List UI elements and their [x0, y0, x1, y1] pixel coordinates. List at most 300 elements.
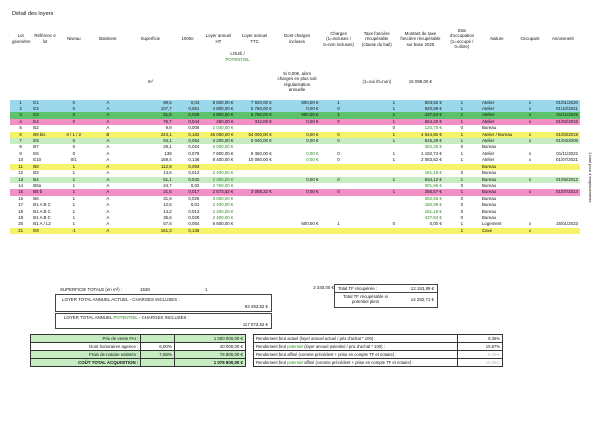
cell-anc: 01/05/2012 [556, 176, 578, 182]
cell-nat: Atelier / Bureau [481, 131, 513, 137]
cell-mil: 0,024 [188, 144, 200, 150]
cell-mt: 1 192,74 € [421, 150, 442, 156]
cell-bat: A [106, 125, 110, 131]
cell-nat: Bureau [481, 202, 497, 208]
cell-mil: 0,029 [188, 214, 200, 220]
cell-sup: 169,4 [160, 157, 172, 163]
cell-bat: A [106, 195, 110, 201]
cell-n: 10 [18, 157, 24, 163]
cell-oc: 0 [460, 214, 464, 220]
cell-ttc: 5 760,00 € [250, 106, 272, 112]
page-title: Détail des loyers [12, 11, 54, 17]
cell-n: 11 [18, 163, 23, 169]
cell-anc: 15/01/2023 [556, 221, 578, 227]
cell-mil: 0,026 [188, 195, 200, 201]
charges-note: Si 0,00€, alors charges en plus soit régularisation annuelle [277, 71, 317, 92]
cell-niv: 0 [72, 150, 76, 156]
taxe-note: (1=oui /0=non) [362, 79, 392, 85]
cell-bat: A [106, 150, 110, 156]
cell-mil: 0,138 [188, 157, 200, 163]
cell-mil: 0,093 [188, 163, 200, 169]
cell-ref: B9 bis [33, 131, 46, 137]
cell-mil: 0,061 [188, 106, 200, 112]
rendement-value: 9,35% [458, 335, 503, 343]
col-occupation: Etat d'occupation (1=occupé / 0=libre) [449, 28, 475, 50]
cell-anc: 01/10/2021 [556, 106, 578, 112]
cell-ref: B1 A B C [33, 214, 51, 220]
cell-anc: 01/11/2025 [556, 112, 578, 118]
cell-niv: -1 [71, 227, 76, 233]
cell-sup: 94,1 [163, 138, 172, 144]
rendement-value: 10,87% [458, 343, 503, 351]
cell-ch: 0,00 € [306, 157, 319, 163]
cell-nat: Bureau [481, 195, 497, 201]
rendement-value: 8,45% [458, 351, 503, 359]
cell-nat: Atelier [481, 138, 495, 144]
cell-cf: 0 [337, 131, 340, 137]
cell-niv: 1 [72, 176, 76, 182]
cell-niv: 0 [72, 106, 76, 112]
cell-tf: 1 [392, 138, 396, 144]
cell-oc: 0 [460, 170, 464, 176]
cell-bat: A [106, 157, 110, 163]
cell-niv: 0 [72, 112, 76, 118]
cell-ref: E3 [33, 112, 39, 118]
cell-bat: A [106, 202, 110, 208]
cell-bat: A [106, 214, 110, 220]
cell-sup: 21,5 [163, 189, 172, 195]
header-row [10, 28, 580, 50]
cell-ch: 0,00 € [306, 150, 319, 156]
cell-niv: 1 [72, 170, 76, 176]
finance-row [31, 335, 246, 343]
cell-ref: B1 A B C [33, 202, 51, 208]
cell-mil: 0,079 [188, 150, 200, 156]
cell-ttc: 10 080,00 € [248, 157, 272, 163]
cell-sup: 9,9 [165, 125, 172, 131]
cell-oc: 1 [460, 131, 464, 137]
cell-occ: x [528, 221, 532, 227]
rendement-row [254, 343, 503, 351]
cell-ref: B4 [33, 176, 39, 182]
finance-pct [141, 359, 174, 367]
cell-ch: 960,00 € [301, 112, 319, 118]
cell-tf: 0 [392, 125, 396, 131]
cell-nat: Cave [481, 227, 493, 233]
cell-nat: Bureau [481, 182, 497, 188]
cell-oc: 0 [460, 125, 464, 131]
cell-n: 15 [18, 189, 24, 195]
cell-n: 19 [18, 214, 24, 220]
cell-niv: 0 [72, 144, 76, 150]
cell-sup: 51,8 [163, 112, 172, 118]
finance-pct [141, 335, 174, 343]
cell-sup: 112,8 [161, 163, 172, 169]
finance-pct: 6,00% [141, 343, 174, 351]
cell-ref: E1 [33, 99, 39, 105]
loyer-actuel-box: LOYER TOTAL ANNUEL ACTUEL - CHARGES INCLUSES : 93 493,52 € [55, 294, 272, 312]
cell-anc: 01/07/2014 [556, 189, 578, 195]
cell-occ: x [528, 150, 532, 156]
cell-bat: A [106, 106, 110, 112]
cell-niv: 1 [72, 195, 76, 201]
rendement-row [254, 351, 503, 359]
cell-ref: B8 [33, 163, 39, 169]
cell-n: 21 [18, 227, 24, 233]
cell-bat: A [106, 163, 110, 169]
table-row [10, 228, 580, 234]
cell-ch: 800,00 € [301, 99, 319, 105]
finance-value: 1 000 000,00 € [174, 335, 245, 343]
rendement-label: Rendement brut affiné (comme précédent + prise en compte TF et notaire) : [254, 351, 458, 359]
cell-mil: 0,042 [188, 176, 200, 182]
finance-value: 1 076 800,00 € [174, 359, 245, 367]
cell-mil: 0,017 [188, 189, 200, 195]
cell-mt: 4 544,50 € [421, 131, 442, 137]
cell-cf [320, 228, 356, 234]
cell-mil: 0,01 [190, 202, 200, 208]
finance-row [31, 359, 246, 367]
cell-oc: 0 [460, 195, 464, 201]
cell-n: 2 [19, 106, 22, 112]
finance-table [30, 334, 246, 367]
col-occupant: Occupant [520, 36, 540, 42]
cell-nat: Atelier [481, 118, 495, 124]
finance-pct: 7,68% [141, 351, 174, 359]
cell-occ: x [528, 99, 532, 105]
cell-mt: 2 083,52 € [421, 157, 442, 163]
cell-oc: 1 [460, 112, 464, 118]
cell-nat: Atelier [481, 112, 495, 118]
cell-nat: Logement [481, 221, 502, 227]
cell-ttc: 5 760,00 € [250, 112, 272, 118]
cell-bat: A [106, 182, 110, 188]
cell-mil: 0,006 [188, 125, 200, 131]
cell-ht: 7 800,00 € [212, 150, 234, 156]
millieme-total-value: 1 [205, 287, 208, 292]
cell-ht: 2 400,00 € [212, 208, 234, 214]
col-millieme: 1000e [181, 36, 194, 42]
cell-ht [201, 228, 235, 234]
cell-n: 17 [18, 202, 24, 208]
cell-ttc: 312,00 € [254, 118, 272, 124]
cell-sup: 89,5 [163, 99, 172, 105]
cell-ref: B7 [33, 144, 39, 150]
cell-ref: E5 [33, 138, 39, 144]
cell-mt: 437,84 € [424, 214, 442, 220]
cell-tf: 1 [392, 118, 396, 124]
cell-n: 13 [18, 176, 24, 182]
subheader-row-2 [10, 64, 580, 100]
finance-label: Frais de notaire estimés : [31, 351, 141, 359]
cell-ref: E10 [33, 157, 42, 163]
cell-mil: 0,04 [190, 99, 200, 105]
cell-anc: 01/02/2016 [556, 118, 578, 124]
charges-total: 2 340,00 € [296, 284, 334, 292]
cell-sup: 35,6 [163, 214, 172, 220]
cell-nat: Atelier [481, 150, 495, 156]
finance-row [31, 351, 246, 359]
cell-nat: Bureau [481, 214, 497, 220]
cell-ref: B2 [33, 125, 39, 131]
cell-ref: E6 [33, 150, 39, 156]
cell-ht: 2 040,00 € [212, 125, 234, 131]
cell-cf: 1 [337, 99, 340, 105]
cell-tf [357, 228, 397, 234]
cell-cf: 1 [337, 221, 340, 227]
cell-mt: 392,55 € [424, 195, 442, 201]
cell-anc: 01/01/2020 [556, 99, 578, 105]
cell-cf: 1 [337, 112, 340, 118]
col-superficie: Superficie [140, 36, 161, 42]
cell-occ: x [528, 112, 532, 118]
cell-ch: 0,00 € [306, 138, 319, 144]
col-ref: Référenc e lot [34, 33, 56, 44]
cell-nat: Atelier [481, 106, 495, 112]
cell-niv: 1 [72, 202, 76, 208]
cell-tf: 1 [392, 99, 396, 105]
cell-oc: 1 [460, 150, 464, 156]
cell-ht: 4 200,00 € [212, 138, 234, 144]
cell-bat: A [106, 227, 110, 233]
cell-ht: 2 400,00 € [212, 170, 234, 176]
cell-niv: 0 [72, 138, 76, 144]
cell-sup: 14,6 [163, 170, 172, 176]
loyers-table [10, 28, 580, 234]
cell-nat: Bureau [481, 189, 497, 195]
subheader-row-1 [10, 50, 580, 64]
cell-tf: 1 [392, 176, 396, 182]
col-niveau: Niveau [66, 36, 81, 42]
cell-tf: 1 [392, 189, 396, 195]
cell-ttc: 3 088,22 € [250, 189, 272, 195]
cell-n: 18 [18, 208, 24, 214]
cell-mt: 0,00 € [429, 221, 442, 227]
finance-label: Prix de vente FAI : [31, 335, 141, 343]
rendement-value: 10,05% [458, 359, 503, 367]
cell-niv: 0 [72, 118, 76, 124]
cell-nat: Bureau [481, 208, 497, 214]
superficie-unit: m² [147, 79, 153, 85]
tf-recup-box: Total TF récupérée : 12 153,89 € [334, 284, 438, 294]
cell-bat: A [106, 176, 110, 182]
cell-mil: 0,012 [188, 208, 200, 214]
cell-cf: 0 [337, 189, 340, 195]
cell-ttc: 7 920,00 € [250, 99, 272, 105]
cell-niv: 1 [72, 182, 76, 188]
cell-tf: 0 [392, 221, 396, 227]
cell-occ: x [528, 227, 532, 233]
cell-occ: x [528, 176, 532, 182]
cell-mt: 181,18 € [424, 208, 442, 214]
cell-niv: 1 [72, 163, 76, 169]
cell-oc: 1 [460, 227, 464, 233]
cell-sup: 57,6 [163, 221, 172, 227]
col-loyer-ttc: Loyer annuel TTC [241, 33, 268, 44]
cell-mt: 256,67 € [424, 189, 442, 195]
cell-sup: 31,9 [163, 195, 172, 201]
cell-mt: 664,20 € [424, 118, 442, 124]
cell-ttc: 9 360,00 € [250, 150, 272, 156]
cell-ht: 2 760,00 € [212, 182, 234, 188]
cell-bat: B [106, 131, 110, 137]
cell-nat: Bureau [481, 163, 497, 169]
cell-occ: x [528, 157, 532, 163]
cell-ch: 0,00 € [306, 176, 319, 182]
cell-mil: 0,044 [188, 118, 200, 124]
cell-nat: Atelier [481, 99, 495, 105]
col-nature: Nature [490, 36, 504, 42]
rendement-table [253, 334, 503, 367]
cell-mt: 120,76 € [424, 125, 442, 131]
cell-cf: 0 [337, 106, 340, 112]
cell-mil: 0,029 [188, 112, 200, 118]
finance-value: 40 000,00 € [174, 343, 245, 351]
cell-oc: 1 [460, 138, 464, 144]
rendement-row [254, 359, 503, 367]
cell-tf: 1 [392, 112, 396, 118]
cell-niv: 0 [72, 99, 76, 105]
cell-ht: 2 400,00 € [212, 202, 234, 208]
cell-niv: 1 [72, 189, 76, 195]
rendement-label: Rendement brut potentiel affiné (comme précédent + prise en compte TF et notaire) : [254, 359, 458, 367]
cell-ht: 3 000,00 € [212, 144, 234, 150]
col-charges-flag: Charges (1=incluses / 0=non incluses) [323, 30, 354, 47]
col-batiment: Batiment [99, 36, 117, 42]
cell-nat: Atelier [481, 157, 495, 163]
cell-n: 6 [19, 131, 22, 137]
cell-bat: A [106, 221, 110, 227]
cell-ch: 0,00 € [306, 189, 319, 195]
cell-ch [274, 228, 321, 234]
cell-ref: B3 [33, 170, 39, 176]
cell-oc: 0 [460, 144, 464, 150]
col-lot: Lot géomètre [12, 33, 31, 44]
col-loyer-ht: Loyer annuel HT [205, 33, 232, 44]
cell-mt: 150,98 € [424, 202, 442, 208]
cell-sup: 243,1 [160, 131, 172, 137]
rendement-row [254, 335, 503, 343]
cell-ch: 0,00 € [306, 106, 319, 112]
cell-sup: 51,1 [163, 176, 172, 182]
cell-ht: 2 573,52 € [212, 189, 234, 195]
cell-n: 3 [19, 112, 22, 118]
cell-sup: 14,2 [163, 208, 172, 214]
cell-oc: 0 [460, 208, 464, 214]
cell-nat: Bureau [481, 176, 497, 182]
cell-mt: 301,96 € [424, 182, 442, 188]
cell-bat: A [106, 170, 110, 176]
cell-anc: 01/04/2006 [556, 138, 578, 144]
cell-mil: 0,054 [188, 138, 200, 144]
loue-potentiel-label: LOUÉ / POTENTIEL [225, 51, 250, 62]
rendement-label: Rendement brut actuel (loyer annuel actuel / prix d'achat * 100) : [254, 335, 458, 343]
cell-ref: B5 b [33, 189, 43, 195]
cell-mil: 0,054 [188, 221, 200, 227]
cell-nat: Bureau [481, 144, 497, 150]
cell-bat: A [106, 138, 110, 144]
finance-value: 76 800,00 € [174, 351, 245, 359]
cell-ht: 6 600,00 € [212, 221, 234, 227]
cell-ht: 4 800,00 € [212, 112, 234, 118]
cell-anc: 01/11/2022 [556, 150, 578, 156]
cell-sup: 76,7 [163, 118, 172, 124]
cell-mt: 920,98 € [424, 106, 442, 112]
cell-occ: x [528, 189, 532, 195]
cell-nat: Bureau [481, 170, 497, 176]
tf-potentiel-box: Total TF récupérable si potentiel plein 14 282,71 € [334, 292, 438, 308]
cell-bat: A [106, 189, 110, 195]
cell-ref: B5a [33, 182, 42, 188]
cell-ht: 3 000,00 € [212, 195, 234, 201]
cell-mt: 437,84 € [424, 112, 442, 118]
cell-ref: E8 [33, 227, 39, 233]
cell-tf: 1 [392, 106, 396, 112]
cell-cf: 0 [337, 176, 340, 182]
cell-mt: 181,18 € [424, 170, 442, 176]
col-taxe-flag: Taxe foncière récupérable (clause du bail) [361, 30, 392, 47]
cell-n: 9 [19, 150, 22, 156]
cell-niv: 1 [72, 208, 76, 214]
cell-occ: x [528, 138, 532, 144]
cell-bat: A [106, 118, 110, 124]
cell-cf: 0 [337, 150, 340, 156]
cell-oc: 0 [460, 182, 464, 188]
loyer-potentiel-box: LOYER TOTAL ANNUEL POTENTIEL - CHARGES INCLUSES : 117 073,52 € [55, 313, 272, 329]
cell-mt [397, 228, 444, 234]
cell-oc: 0 [460, 202, 464, 208]
cell-ht: 8 600,00 € [212, 99, 234, 105]
cell-n: 8 [19, 144, 22, 150]
cell-mil: 0,136 [188, 227, 200, 233]
cell-n: 1 [19, 99, 22, 105]
cell-bat: A [106, 208, 110, 214]
cell-ht: 4 800,00 € [212, 106, 234, 112]
cell-sup: 139 [164, 150, 172, 156]
rendement-label: Rendement brut potentiel (loyer annuel potentiel / prix d'achat * 100) : [254, 343, 458, 351]
cell-ht: 260,00 € [216, 118, 234, 124]
col-taxe-montant: Montant de taxe foncière récupérable sur base 2025 [400, 30, 441, 47]
cell-cf: 0 [337, 157, 340, 163]
cell-n: 4 [19, 118, 22, 124]
cell-tf: 1 [392, 157, 396, 163]
cell-niv: 0 / 1 / 2 [66, 131, 82, 137]
cell-n: 5 [19, 125, 22, 131]
cell-ht: 2 400,00 € [212, 214, 234, 220]
cell-occ: x [528, 118, 532, 124]
cell-niv: 1 [72, 221, 76, 227]
cell-oc: 1 [460, 221, 464, 227]
cell-oc: 1 [460, 189, 464, 195]
cell-ch: 0,00 € [306, 118, 319, 124]
cell-ref: E4 [33, 118, 39, 124]
cell-ht: 8 400,00 € [212, 157, 234, 163]
cell-oc: 1 [460, 118, 464, 124]
cell-bat: A [106, 99, 110, 105]
cell-mt: 803,92 € [424, 99, 442, 105]
cell-ref: B1 A / L2 [33, 221, 51, 227]
cell-sup: 12,5 [163, 202, 172, 208]
taxe-total: 15 098,00 € [408, 79, 432, 85]
cell-mil: 0,02 [190, 182, 200, 188]
cell-mt: 362,35 € [424, 144, 442, 150]
cell-sup: 29,1 [163, 144, 172, 150]
cell-ttc: 54 000,00 € [248, 131, 272, 137]
cell-n: 14 [18, 182, 24, 188]
cell-ttc: 5 040,00 € [250, 138, 272, 144]
cell-n: 20 [18, 221, 24, 227]
cell-tf: 1 [392, 150, 396, 156]
